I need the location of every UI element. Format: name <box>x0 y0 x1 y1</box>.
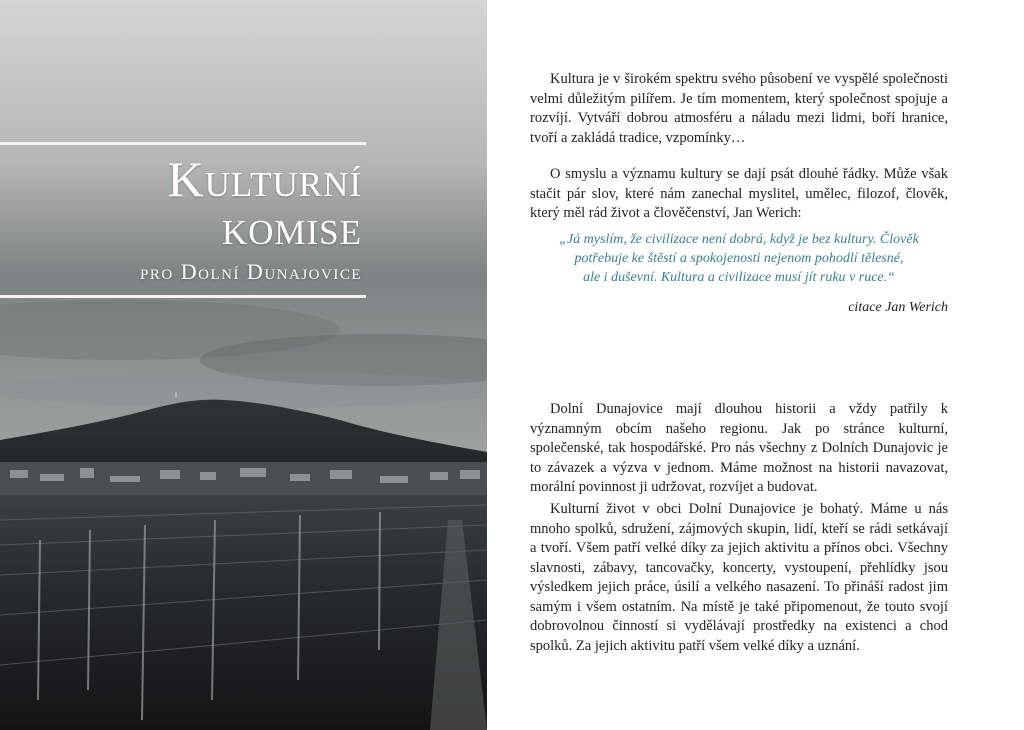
cover-photo <box>0 0 487 730</box>
cover-title-block <box>0 142 366 300</box>
title-rule-bottom <box>0 295 366 298</box>
quote-line: potřebuje ke štěstí a spokojenosti nejenom pohodlí tělesné, <box>574 251 904 266</box>
paragraph-culture-life: Kulturní život v obci Dolní Dunajovice je bohatý. Máme u nás mnoho spolků, sdružení, zájmových skupin, lidí, kteří se rádi setkávají a tvoří. Všem patří velké díky za jejich aktivitu a přínos obci. Všechny slavnosti, zábavy, tancovačky, koncerty, vystoupení, přehlídky jsou výsledkem jejich práce, úsilí a velkého nasazení. To přináší radost jim samým i všem ostatním. Na místě je také připomenout, že touto svojí dobrovolnou činností si vydělávají prostředky na existenci a chod spolků. Za jejich aktivitu patří všem velké díky a uznání. <box>530 501 948 654</box>
quote-citation: citace Jan Werich <box>848 300 948 315</box>
quote-line: „Já myslím, že civilizace není dobrá, když je bez kultury. Člověk <box>559 232 919 247</box>
cover-subtitle: pro Dolní Dunajovice <box>140 259 362 284</box>
title-line-1: Kulturní <box>167 151 362 207</box>
landscape-photo <box>0 0 487 730</box>
title-line-2: komise <box>221 199 362 255</box>
paragraph-intro: Kultura je v širokém spektru svého působení ve vyspělé společnosti velmi důležitým pilířem. Je tím momentem, který společnost spojuje a rozvíjí. Vytváří dobrou atmosféru a náladu mezi lidmi, boří hranice, tvoří a zakládá tradice, vzpomínky… <box>530 71 948 146</box>
werich-quote <box>530 230 948 287</box>
title-rule-top <box>0 142 366 145</box>
quote-line: ale i duševní. Kultura a civilizace musí jít ruku v ruce.“ <box>583 270 895 285</box>
paragraph-history: Dolní Dunajovice mají dlouhou historii a vždy patřily k významným obcím našeho regionu. Jak po stránce kulturní, společenské, tak hospodářské. Pro nás všechny z Dolních Dunajovic je to závazek a výzva v jednom. Máme možnost na historii navazovat, morální povinnost ji udržovat, rozvíjet a budovat. <box>530 401 948 495</box>
paragraph-meaning: O smyslu a významu kultury se dají psát dlouhé řádky. Může však stačit pár slov, které nám zanechal myslitel, umělec, filozof, člověk, který měl rád život a člověčenství, Jan Werich: <box>530 166 948 221</box>
